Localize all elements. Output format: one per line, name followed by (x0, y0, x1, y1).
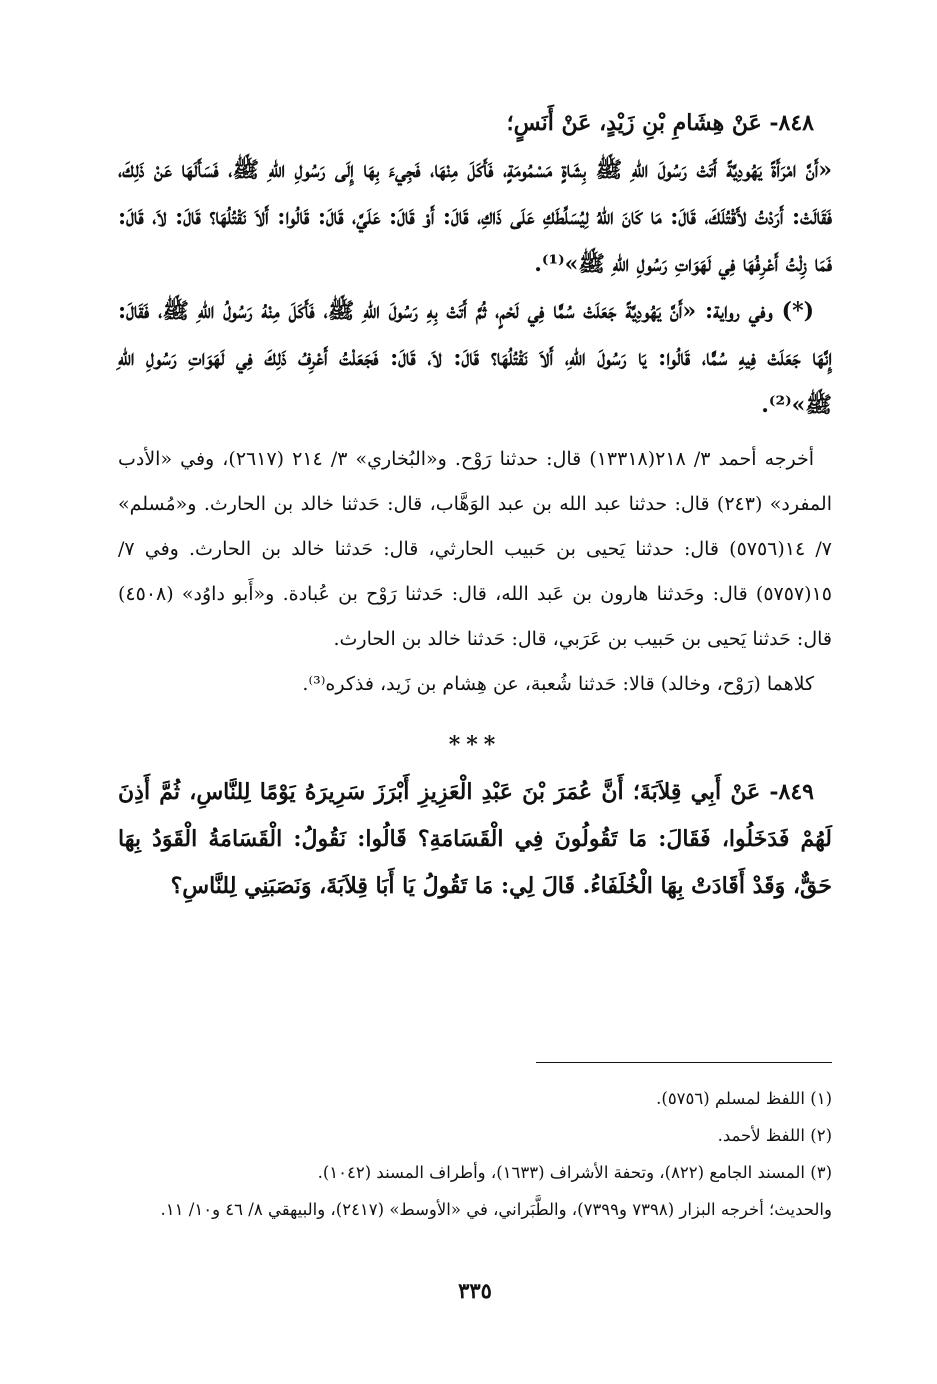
footnotes (118, 1080, 832, 1228)
hadith-848-text: «أَنَّ امْرَأَةً يَهُودِيَّةً أَتَتْ رَسُولَ اللهِ ﷺ بِشَاةٍ مَسْمُومَةٍ، فَأَكَلَ مِنْهَا، فَجِيءَ بِهَا إِلَى رَسُولِ اللهِ ﷺ، فَسَأَلَهَا عَنْ ذَلِكَ، فَقَالَتْ: أَرَدْتُ لأَقْتُلَكَ، قَالَ: مَا كَانَ اللهُ لِيُسَلِّطَكِ عَلَى ذَاكِ، قَالَ: أَوْ قَالَ: عَلَيَّ، قَالَ: قَالُوا: أَلاَ نَقْتُلُهَا؟ قَالَ: لاَ، قَالَ: فَمَا زِلْتُ أَعْرِفُهَا فِي لَهَوَاتِ رَسُولِ اللهِ ﷺ»⁽¹⁾. (118, 157, 832, 277)
hadith-848-takhrij: أخرجه أحمد ٣/ ٢١٨(١٣٣١٨) قال: حدثنا رَوْح. و«البُخاري» ٣/ ٢١٤ (٢٦١٧)، وفي «الأدب المفرد» (٢٤٣) قال: حدثنا عبد الله بن عبد الوَهَّاب، قال: حَدثنا خالد بن الحارث. و«مُسلم» ٧/ ١٤(٥٧٥٦) قال: حدثنا يَحيى بن حَبيب الحارثي، قال: حَدثنا خالد بن الحارث. وفي ٧/ ١٥(٥٧٥٧) قال: وحَدثنا هارون بن عَبد الله، قال: حَدثنا رَوْح بن عُبادة. و«أَبو داوُد» (٤٥٠٨) قال: حَدثنا يَحيى بن حَبيب بن عَرَبي، قال: حَدثنا خالد بن الحارث. (118, 448, 832, 650)
footnote-1: (١) اللفظ لمسلم (٥٧٥٦). (656, 1089, 832, 1108)
footnote-divider (536, 1062, 832, 1063)
footnote-2: (٢) اللفظ لأحمد. (717, 1126, 832, 1145)
hadith-848-heading: ٨٤٨- عَنْ هِشَامِ بْنِ زَيْدٍ، عَنْ أَنَسٍ؛ (506, 110, 814, 136)
hadith-849-text: ٨٤٩- عَنْ أَبِي قِلاَبَةَ؛ أَنَّ عُمَرَ بْنَ عَبْدِ الْعَزِيزِ أَبْرَزَ سَرِيرَهُ يَوْمًا لِلنَّاسِ، ثُمَّ أَذِنَ لَهُمْ فَدَخَلُوا، فَقَالَ: مَا تَقُولُونَ فِي الْقَسَامَةِ؟ قَالُوا: نَقُولُ: الْقَسَامَةُ الْقَوَدُ بِهَا حَقٌّ، وَقَدْ أَقَادَتْ بِهَا الْخُلَفَاءُ. قَالَ لِي: مَا تَقُولُ يَا أَبَا قِلاَبَةَ، وَنَصَبَنِي لِلنَّاسِ؟ (118, 779, 832, 899)
footnote-3: (٣) المسند الجامع (٨٢٢)، وتحفة الأشراف (١٦٣٣)، وأطراف المسند (١٠٤٢). (317, 1163, 832, 1182)
hadith-848-conclusion: كلاهما (رَوْح، وخالد) قالا: حَدثنا شُعبة، عن هِشام بن زَيد، فذكره⁽³⁾. (302, 673, 814, 695)
page-number: ٣٣٥ (458, 1278, 492, 1303)
footnote-3-continued: والحديث؛ أخرجه البزار (٧٣٩٨ و٧٣٩٩)، والطَّبَراني، في «الأوسط» (٢٤١٧)، والبيهقي ٨/ ٤٦ و١٠/ ١١. (160, 1200, 832, 1219)
book-page (118, 100, 832, 1340)
section-separator: *** (448, 732, 502, 758)
hadith-848-narration: (*) وفي رواية: «أَنَّ يَهُودِيَّةً جَعَلَتْ سُمًّا فِي لَحْمٍ، ثُمَّ أَتَتْ بِهِ رَسُولَ اللهِ ﷺ، فَأَكَلَ مِنْهُ رَسُولُ اللهِ ﷺ، فَقَالَ: إِنَّهَا جَعَلَتْ فِيهِ سُمًّا، قَالُوا: يَا رَسُولَ اللهِ، أَلاَ نَقْتُلُهَا؟ قَالَ: لاَ، قَالَ: فَجَعَلْتُ أَعْرِفُ ذَلِكَ فِي لَهَوَاتِ رَسُولِ اللهِ ﷺ»⁽²⁾. (118, 298, 832, 418)
